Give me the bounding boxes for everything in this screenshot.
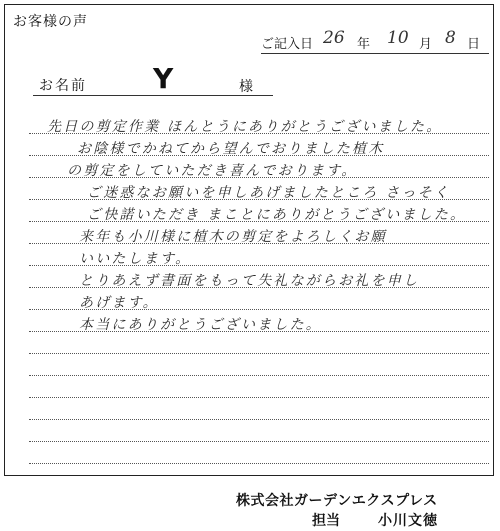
message-line: の剪定をしていただき喜んでおります。 <box>67 163 358 179</box>
name-suffix: 様 <box>239 79 253 95</box>
card-title: お客様の声 <box>13 14 88 30</box>
message-line: お陰様でかねてから望んでおりました植木 <box>77 141 385 157</box>
ruled-line <box>29 441 489 442</box>
date-year-unit: 年 <box>357 37 371 52</box>
ruled-line <box>29 419 489 420</box>
message-line: ご快諾いただき まことにありがとうございました。 <box>87 207 467 223</box>
message-line: あげます。 <box>79 295 159 311</box>
date-month: 10 <box>387 28 409 48</box>
ruled-line <box>29 375 489 376</box>
date-day-unit: 日 <box>467 37 481 52</box>
ruled-line <box>29 353 489 354</box>
name-label: お名前 <box>39 78 87 94</box>
message-line: 先日の剪定作業 ほんとうにありがとうございました。 <box>47 119 443 135</box>
message-line: 本当にありがとうございました。 <box>79 317 322 333</box>
date-prefix: ご記入日 <box>261 37 314 52</box>
date-month-unit: 月 <box>419 37 433 52</box>
staff-name: 小川文徳 <box>378 513 438 529</box>
message-line: 来年も小川様に植木の剪定をよろしくお願 <box>79 229 387 245</box>
staff-label: 担当 <box>312 513 340 529</box>
message-line: とりあえず書面をもって失礼ながらお礼を申し <box>79 273 420 289</box>
date-year: 26 <box>323 28 345 48</box>
ruled-line <box>29 397 489 398</box>
date-day: 8 <box>445 28 456 48</box>
ruled-line <box>29 463 489 464</box>
company-name: 株式会社ガーデンエクスプレス <box>236 493 438 509</box>
name-value: Y <box>153 62 174 95</box>
message-line: いいたします。 <box>79 251 192 267</box>
message-line: ご迷惑なお願いを申しあげましたところ さっそく <box>87 185 451 201</box>
testimonial-card <box>4 4 494 476</box>
